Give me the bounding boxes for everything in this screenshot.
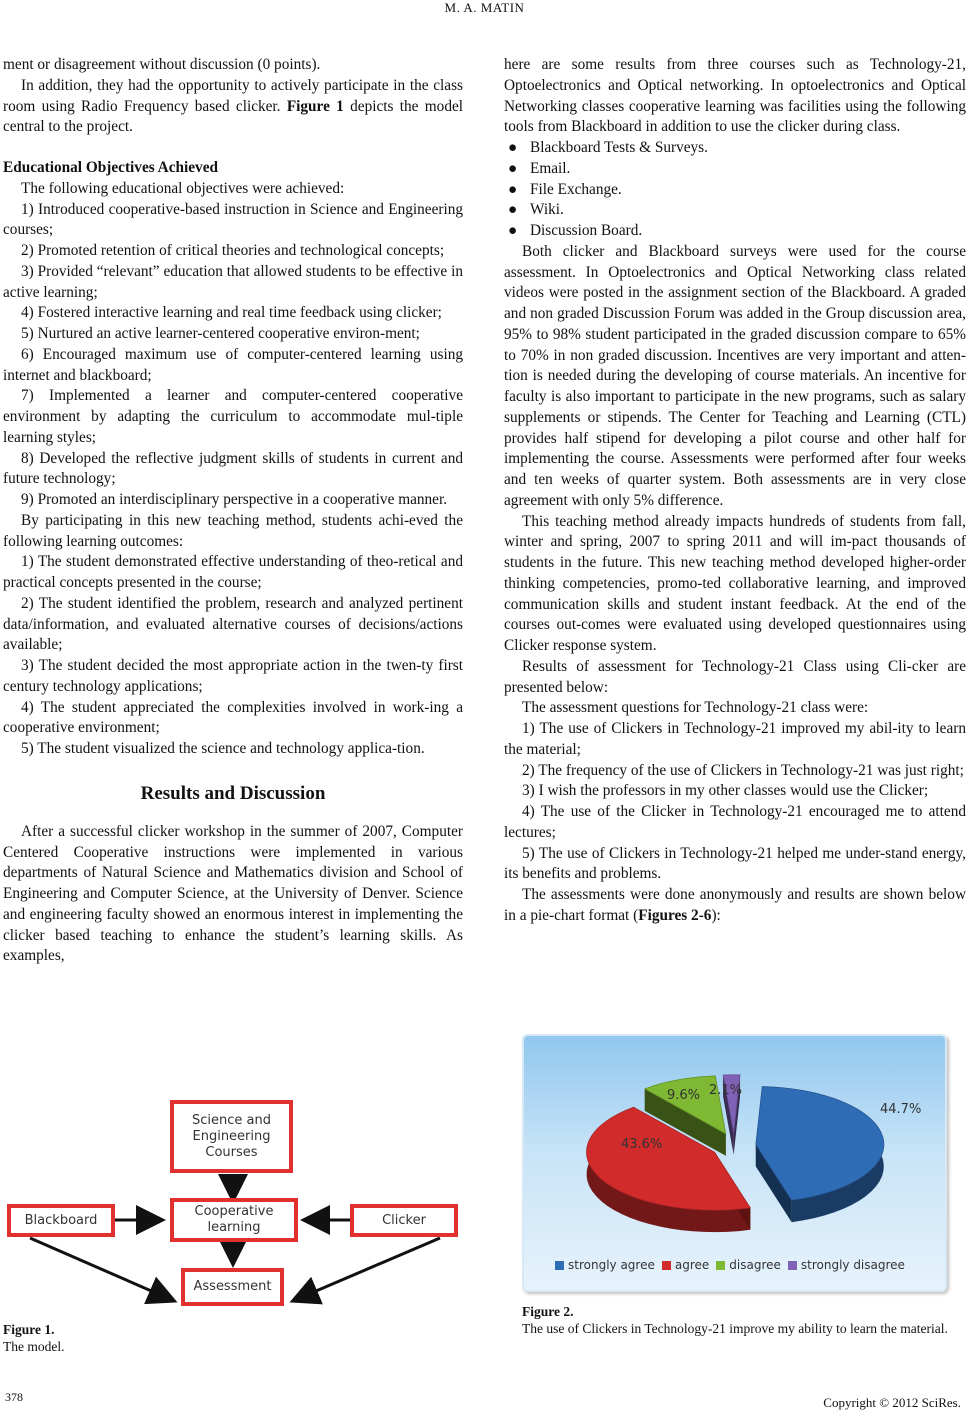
list-item: [504, 221, 966, 242]
list-item: 3) Provided “relevant” education that allowed students to be effective in active learning;: [3, 262, 463, 301]
legend-label: strongly disagree: [800, 1258, 905, 1272]
list-item: 5) Nurtured an active learner-centered cooperative environ-ment;: [21, 325, 420, 342]
legend-label: agree: [674, 1258, 710, 1272]
legend-item-disagree: [716, 1258, 781, 1272]
slice-label-strongly-disagree: 2.1%: [709, 1083, 743, 1098]
paragraph: Both clicker and Blackboard surveys were used for the course assessment. In Optoelectronics and Optical Networking class related videos were posted in the assignment section of the Blackboard. A graded and non graded Discussion Forum was added in the Group discussion area, 95% to 98% student participated in the graded discussion compare to 65% to 70% in non graded discussion. Incentives are very important and atten-tion is needed during the developing of course materials. An incentive for faculty is also important to participate in the new programs, such as salary supplements or stipends. The Center for Teaching and Learning (CTL) provides half stipend for developing a pilot course and other half for implementing the course. Assessments were performed after four weeks and ten weeks of quarter system. Both assessments are in very close agreement with only 5% difference.: [504, 242, 966, 509]
bullet-icon: ●: [508, 201, 518, 219]
text: The assessments were done anonymously and results are shown below in a pie-chart format (: [504, 886, 966, 924]
bullet-icon: ●: [508, 159, 518, 177]
box-cooperative-learning: [170, 1198, 298, 1242]
box-label: Clicker: [382, 1212, 426, 1228]
running-header: M. A. MATIN: [444, 0, 525, 15]
bullet-icon: ●: [508, 222, 518, 239]
list-item: 4) The student appreciated the complexities involved in work-ing a cooperative environment;: [3, 698, 463, 737]
paragraph: This teaching method already impacts hundreds of students from fall, winter and spring, 2007 to spring 2011 and will im-pact thousands of students in the future. This new teaching method developed higher-order thinking competencies, promo-ted collaborative learning, and improved communication skills and student instant feedback. At the end of the courses out-comes were evaluated using developed questionnaires using Clicker response system.: [504, 512, 966, 654]
list-item: 4) Fostered interactive learning and real time feedback using clicker;: [21, 304, 442, 322]
arrow-blackboard-to-assessment: [30, 1238, 172, 1300]
list-item: 7) Implemented a learner and computer-centered cooperative environment by adapting the curriculum to accommodate mul-tiple learning styles;: [3, 387, 463, 446]
list-item: 1) The student demonstrated effective understanding of theo-retical and practical concepts presented in the course;: [3, 553, 463, 591]
list-item: 2) The frequency of the use of Clickers in Technology-21 was just right;: [522, 761, 964, 779]
pie-slice-strongly-agree: [756, 1087, 884, 1223]
box-label: Assessment: [193, 1279, 272, 1294]
text: In addition, they had the opportunity to actively participate in the class room using Radio Frequency based clicker.: [3, 76, 463, 115]
list-item: 4) The use of the Clicker in Technology-21 encouraged me to attend lectures;: [504, 803, 966, 841]
caption-label: Figure 1.: [3, 1322, 55, 1337]
legend-label: strongly agree: [568, 1258, 655, 1272]
list-item: 3) The student decided the most appropriate action in the twen-ty first century technology applications;: [3, 657, 463, 695]
section-title: Results and Discussion: [140, 782, 326, 804]
figure-ref: Figures 2-6: [638, 906, 712, 924]
text: Email.: [530, 159, 571, 177]
legend-item-strongly-disagree: [788, 1258, 905, 1272]
figure-2-legend: [555, 1258, 905, 1272]
bullet-icon: ●: [508, 139, 518, 156]
bullet-icon: ●: [508, 180, 518, 198]
box-label: Science and Engineering Courses: [192, 1112, 271, 1160]
list-item: 6) Encouraged maximum use of computer-centered learning using internet and blackboard;: [3, 345, 463, 384]
legend-swatch: [662, 1261, 671, 1270]
list-item: 1) The use of Clickers in Technology-21 improved my abil-ity to learn the material;: [504, 720, 966, 758]
caption-text: The model.: [3, 1339, 65, 1354]
copyright: Copyright © 2012 SciRes.: [823, 1395, 961, 1410]
text: ):: [711, 906, 721, 924]
list-item: 2) Promoted retention of critical theories and technological concepts;: [21, 242, 445, 259]
paragraph: The assessment questions for Technology-21 class were:: [522, 699, 869, 717]
box-label: Blackboard: [24, 1212, 98, 1228]
box-blackboard: [7, 1204, 115, 1237]
legend-swatch: [788, 1261, 797, 1270]
slice-label-strongly-agree: 44.7%: [880, 1102, 922, 1117]
box-science-engineering: [170, 1100, 293, 1173]
arrow-clicker-to-assessment: [295, 1238, 440, 1300]
text: Blackboard Tests & Surveys.: [530, 139, 708, 156]
box-label: Cooperative learning: [194, 1204, 274, 1235]
figure-ref: Figure 1: [286, 97, 344, 115]
text: Discussion Board.: [530, 222, 643, 239]
page-number: 378: [5, 1390, 23, 1404]
slice-label-disagree: 9.6%: [667, 1088, 701, 1103]
paragraph: ment or disagreement without discussion (0 points).: [3, 56, 321, 73]
right-column: [504, 55, 966, 927]
paragraph: here are some results from three courses such as Technology-21, Optoelectronics and Optical networking. In optoelectronics and Optical Networking classes cooperative learning was facilities using the following tools from Blackboard in addition to use the clicker during class.: [504, 56, 966, 136]
list-item: 9) Promoted an interdisciplinary perspective in a cooperative manner.: [21, 491, 448, 508]
list-item: 3) I wish the professors in my other classes would use the Clicker;: [522, 782, 929, 800]
section-heading: Educational Objectives Achieved: [3, 159, 219, 176]
box-assessment: [181, 1268, 284, 1306]
list-item: 2) The student identified the problem, research and analyzed pertinent data/information, and evaluated alternative courses of decisions/actions available;: [3, 594, 463, 654]
paragraph: By participating in this new teaching method, students achi-eved the following learning outcomes:: [3, 511, 463, 550]
list-item: [504, 138, 966, 159]
paragraph: [3, 76, 463, 138]
legend-swatch: [555, 1261, 564, 1270]
caption-text: The use of Clickers in Technology-21 improve my ability to learn the material.: [522, 1321, 948, 1336]
paragraph: After a successful clicker workshop in the summer of 2007, Computer Centered Cooperative instructions were implemented in various departments of Natural Science and Mathematics division and School of Engineering and Computer Science, at the University of Denver. Science and engineering faculty showed an enormous interest in implementing the clicker based teaching to enhance the student’s learning skills. As examples,: [3, 822, 463, 965]
pie-slice-agree: [587, 1107, 751, 1232]
slice-label-agree: 43.6%: [621, 1137, 663, 1152]
text: Wiki.: [530, 201, 564, 219]
list-item: 5) The use of Clickers in Technology-21 helped me under-stand energy, its benefits and problems.: [504, 844, 966, 883]
paragraph: [504, 885, 966, 927]
figure-2-pie-chart: [522, 1034, 947, 1259]
list-item: [504, 200, 966, 221]
left-column: [3, 55, 463, 967]
legend-item-agree: [662, 1258, 709, 1272]
text: File Exchange.: [530, 180, 622, 198]
figure-2-caption: [522, 1303, 962, 1337]
list-item: [504, 159, 966, 180]
paragraph: Results of assessment for Technology-21 Class using Cli-cker are presented below:: [504, 657, 966, 696]
figure-1-caption: [3, 1321, 64, 1355]
legend-swatch: [716, 1261, 725, 1270]
caption-label: Figure 2.: [522, 1304, 574, 1319]
list-item: 8) Developed the reflective judgment skills of students in current and future technology;: [3, 449, 463, 488]
list-item: 1) Introduced cooperative-based instruction in Science and Engineering courses;: [3, 200, 463, 239]
paragraph: The following educational objectives were achieved:: [21, 179, 345, 197]
legend-label: disagree: [729, 1258, 781, 1272]
list-item: 5) The student visualized the science and technology applica-tion.: [21, 740, 425, 757]
text: depicts the model central to the project.: [3, 97, 464, 136]
box-clicker: [350, 1204, 458, 1237]
list-item: [504, 180, 966, 201]
legend-item-strongly-agree: [555, 1258, 655, 1272]
